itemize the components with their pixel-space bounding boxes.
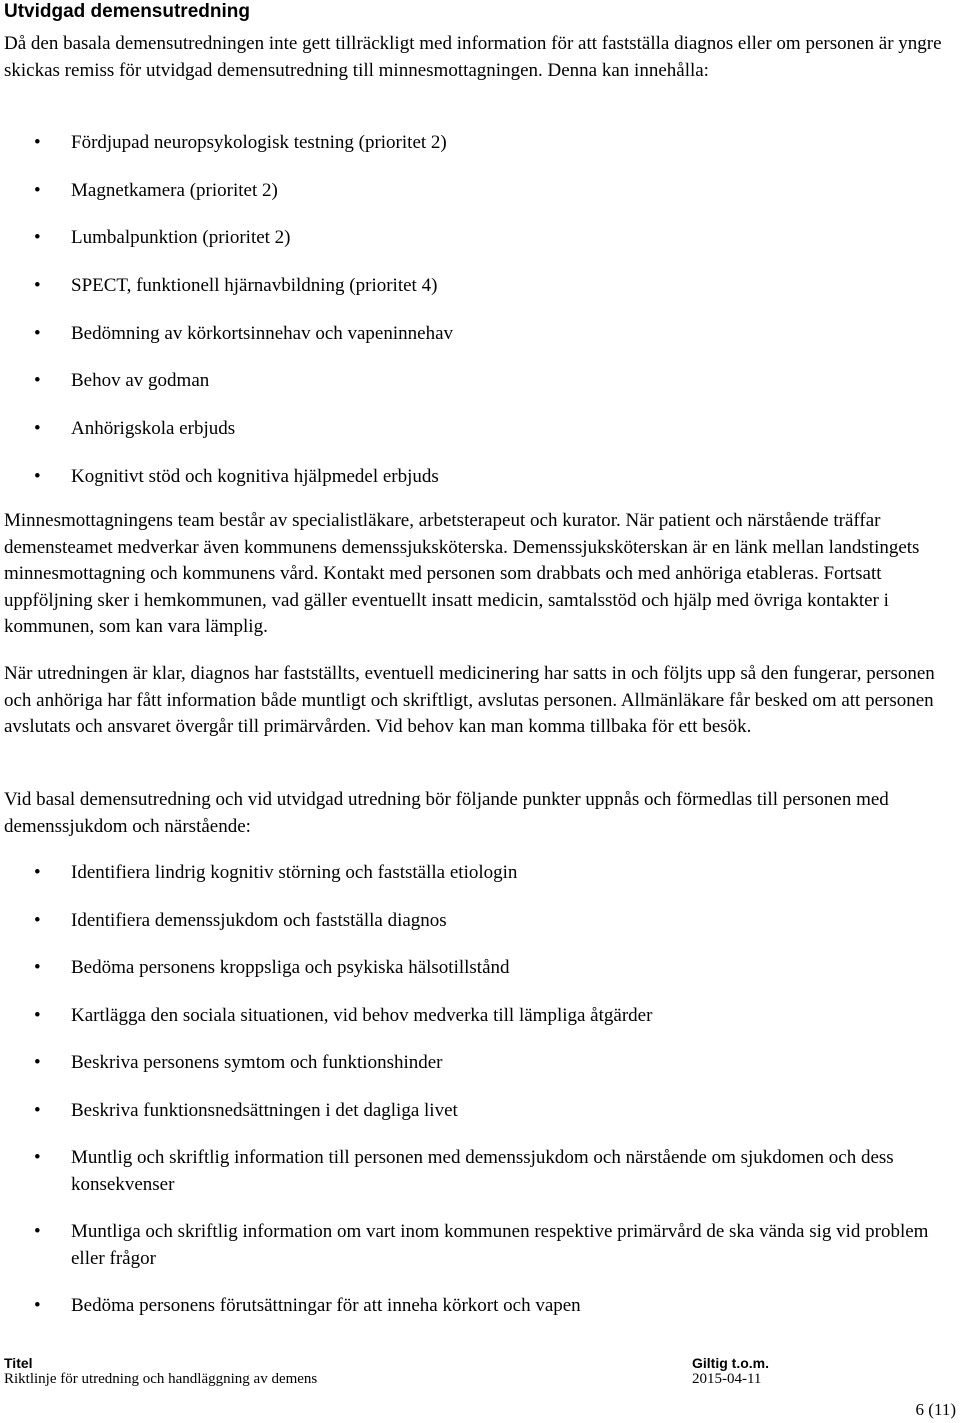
list-item — [0, 225, 931, 252]
bullet-icon: • — [34, 465, 41, 487]
list-item-text: Identifiera lindrig kognitiv störning och fastställa etiologin — [71, 862, 518, 883]
list-item-text: Kognitivt stöd och kognitiva hjälpmedel erbjuds — [71, 465, 439, 487]
list-item — [0, 860, 931, 887]
list-item — [0, 273, 931, 300]
footer-valid-label: Giltig t.o.m. — [692, 1355, 769, 1371]
bullet-icon: • — [34, 1099, 41, 1121]
bullet-icon: • — [34, 1221, 41, 1242]
list-item — [0, 1293, 931, 1320]
list-item-text: Bedöma personens förutsättningar för att inneha körkort och vapen — [71, 1295, 581, 1316]
bullet-icon: • — [34, 132, 41, 153]
list-item-text: Muntliga och skriftlig information om vart inom kommunen respektive primärvård de ska vända sig vid problem eller frågor — [71, 1221, 929, 1269]
bullet-icon: • — [34, 1052, 41, 1073]
bullet-icon: • — [34, 322, 41, 344]
list-item-text: Beskriva funktionsnedsättningen i det dagliga livet — [71, 1099, 458, 1121]
page-footer — [4, 1352, 956, 1392]
bullet-icon: • — [34, 1147, 41, 1168]
list-item-text: Bedöma personens kroppsliga och psykiska hälsotillstånd — [71, 957, 510, 978]
footer-title-label: Titel — [4, 1355, 33, 1371]
bullet-icon: • — [34, 862, 41, 883]
bullet-icon: • — [34, 1004, 41, 1026]
list-item-text: Behov av godman — [71, 370, 210, 392]
bullet-icon: • — [34, 370, 41, 392]
list-item — [0, 1145, 931, 1198]
list-item — [0, 464, 931, 491]
page-number: 6 (11) — [915, 1400, 956, 1419]
intro-paragraph: Då den basala demensutredningen inte gett tillräckligt med information för att fastställa diagnos eller om personen är yngre skickas remiss för utvidgad demensutredning till minnesmottagningen. Denna kan innehålla: — [4, 33, 942, 81]
list-item-text: Kartlägga den sociala situationen, vid behov medverka till lämpliga åtgärder — [71, 1004, 653, 1026]
list-item — [0, 321, 931, 348]
bullet-icon: • — [34, 227, 41, 249]
list-item — [0, 368, 931, 395]
list-item-text: Beskriva personens symtom och funktionshinder — [71, 1052, 443, 1073]
list-item-text: Fördjupad neuropsykologisk testning (prioritet 2) — [71, 132, 447, 153]
goals-list — [0, 860, 960, 1341]
list-item — [0, 1050, 931, 1077]
list-item-text: Bedömning av körkortsinnehav och vapeninnehav — [71, 322, 454, 344]
list-item — [0, 130, 931, 157]
list-item — [0, 1003, 931, 1030]
list-item-text: Magnetkamera (prioritet 2) — [71, 179, 278, 201]
list-item — [0, 1219, 931, 1272]
list-item-text: Anhörigskola erbjuds — [71, 418, 236, 440]
goals-intro-paragraph: Vid basal demensutredning och vid utvidgad utredning bör följande punkter uppnås och förmedlas till personen med demenssjukdom och närstående: — [4, 789, 889, 837]
bullet-icon: • — [34, 909, 41, 931]
list-item-text: Lumbalpunktion (prioritet 2) — [71, 227, 291, 249]
bullet-icon: • — [34, 179, 41, 201]
bullet-icon: • — [34, 418, 41, 440]
list-item — [0, 908, 931, 935]
list-item — [0, 416, 931, 443]
bullet-icon: • — [34, 1295, 41, 1316]
list-item-text: Muntlig och skriftlig information till personen med demenssjukdom och närstående om sjukdomen och dess konsekvenser — [71, 1147, 894, 1195]
footer-valid-value: 2015-04-11 — [692, 1371, 762, 1387]
list-item-text: Identifiera demenssjukdom och fastställa diagnos — [71, 909, 447, 931]
list-item-text: SPECT, funktionell hjärnavbildning (prioritet 4) — [71, 275, 438, 297]
section-heading: Utvidgad demensutredning — [4, 1, 250, 22]
footer-title-value: Riktlinje för utredning och handläggning av demens — [4, 1371, 318, 1387]
investigation-list — [0, 130, 960, 512]
list-item — [0, 178, 931, 205]
bullet-icon: • — [34, 957, 41, 978]
team-paragraph: Minnesmottagningens team består av specialistläkare, arbetsterapeut och kurator. När patient och närstående träffar demensteamet medverkar även kommunens demenssjuksköterska. Demenssjuksköterskan är en länk mellan landstingets minnesmottagning och kommunens vård. Kontakt med personen som drabbats och med anhöriga etableras. Fortsatt uppföljning sker i hemkommunen, vad gäller eventuellt insatt medicin, samtalsstöd och hjälp med övriga kontakter i kommunen, som kan vara lämplig. — [4, 510, 920, 637]
list-item — [0, 955, 931, 982]
closure-paragraph: När utredningen är klar, diagnos har fastställts, eventuell medicinering har satts in och följts upp så den fungerar, personen och anhöriga har fått information både muntligt och skriftligt, avslutas personen. Allmänläkare får besked om att personen avslutats och ansvaret övergår till primärvården. Vid behov kan man komma tillbaka för ett besök. — [4, 663, 935, 737]
bullet-icon: • — [34, 275, 41, 297]
list-item — [0, 1098, 931, 1125]
